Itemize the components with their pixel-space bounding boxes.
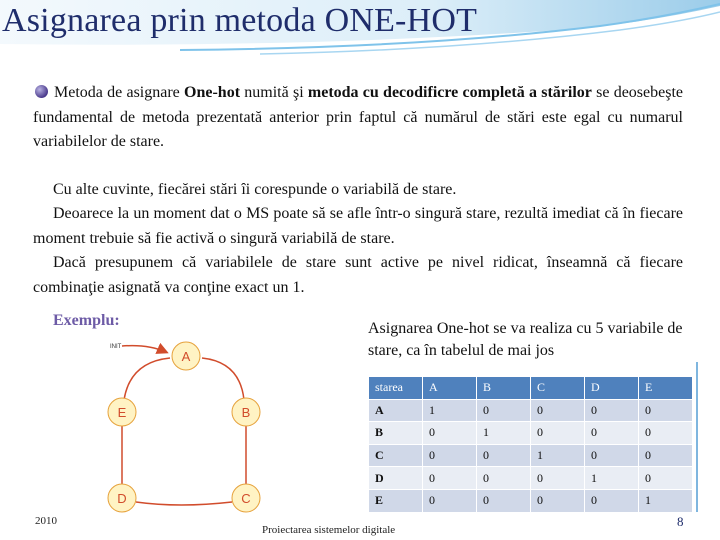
state-node-d-label: D (117, 491, 127, 506)
table-cell: 0 (477, 489, 531, 512)
table-row (369, 422, 693, 445)
table-cell: 1 (639, 489, 693, 512)
page-number: 8 (677, 514, 684, 529)
transition-c-d (136, 502, 232, 505)
table-header-cell: E (639, 377, 693, 400)
table-cell: 0 (639, 444, 693, 467)
paragraph-state-variables (33, 178, 683, 203)
table-header-row (369, 377, 693, 400)
table-header-cell: A (423, 377, 477, 400)
table-header-cell: C (531, 377, 585, 400)
state-node-c-label: C (241, 491, 251, 506)
table-caption: Asignarea One-hot se va realiza cu 5 variabile de stare, ca în tabelul de mai jos (368, 320, 683, 359)
state-node-d (108, 484, 136, 512)
paragraph-single-active (33, 202, 683, 251)
paragraph1-bold2: metoda cu decodificre completă a stărilor (307, 84, 592, 101)
state-node-b-label: B (241, 405, 251, 420)
table-row-state: A (369, 399, 423, 422)
footer-year: 2010 (35, 515, 57, 527)
table-cell: 0 (531, 467, 585, 490)
state-node-e (108, 398, 136, 426)
state-node-a (172, 342, 200, 370)
paragraph1-text3: se deosebeşte fundamental de metoda prezentată anterior prin faptul că numărul de stări este egal cu numarul variabilelor de stare. (33, 84, 684, 150)
paragraph3-text: Deoarece la un moment dat o MS poate să se afle într-o singură stare, rezultă imediat că în fiecare moment trebuie să fie activă o singură variabilă de stare. (33, 205, 683, 247)
table-cell: 0 (585, 444, 639, 467)
table-cell: 0 (477, 467, 531, 490)
paragraph1-bold1: One-hot (184, 84, 241, 101)
table-row-state: E (369, 489, 423, 512)
bullet-icon (35, 85, 48, 98)
table-row (369, 489, 693, 512)
table-cell: 0 (423, 444, 477, 467)
table-cell: 0 (639, 422, 693, 445)
state-node-a-label: A (181, 349, 191, 364)
state-node-b (232, 398, 260, 426)
paragraph1-text1: Metoda de asignare (54, 84, 185, 101)
example-label: Exemplu: (53, 312, 120, 329)
table-header-cell: starea (369, 377, 423, 400)
paragraph1-text2: numită şi (240, 84, 308, 101)
table-cell: 0 (531, 422, 585, 445)
table-row (369, 467, 693, 490)
paragraph-exactly-one (33, 251, 683, 300)
paragraph4-text: Dacă presupunem că variabilele de stare sunt active pe nivel ridicat, înseamnă că fiecare combinaţie asignată va conţine exact un 1. (33, 254, 683, 296)
table-cell: 1 (477, 422, 531, 445)
table-row-state: C (369, 444, 423, 467)
table-cell: 0 (531, 399, 585, 422)
transition-e-a (124, 358, 170, 400)
table-cell: 0 (423, 467, 477, 490)
table-cell: 0 (585, 489, 639, 512)
table-cell: 0 (477, 444, 531, 467)
table-header-cell: D (585, 377, 639, 400)
table-cell: 1 (423, 399, 477, 422)
table-header-cell: B (477, 377, 531, 400)
table-cell: 1 (531, 444, 585, 467)
init-arrow (122, 346, 166, 352)
transition-a-b (202, 358, 244, 400)
footer-course-title: Proiectarea sistemelor digitale (262, 524, 396, 536)
table-row (369, 444, 693, 467)
table-cell: 0 (423, 422, 477, 445)
one-hot-table (368, 376, 693, 513)
table-cell: 0 (477, 399, 531, 422)
paragraph2-text: Cu alte cuvinte, fiecărei stări îi corespunde o variabilă de stare. (53, 181, 457, 198)
table-row (369, 399, 693, 422)
decorative-rule (696, 362, 698, 512)
state-node-e-label: E (117, 405, 127, 420)
state-diagram (100, 336, 280, 526)
table-cell: 0 (639, 467, 693, 490)
table-cell: 0 (531, 489, 585, 512)
state-node-c (232, 484, 260, 512)
table-cell: 1 (585, 467, 639, 490)
table-row-state: D (369, 467, 423, 490)
init-label: INIT (110, 344, 122, 350)
slide-title: Asignarea prin metoda ONE-HOT (2, 2, 478, 39)
table-cell: 0 (585, 422, 639, 445)
table-cell: 0 (423, 489, 477, 512)
table-row-state: B (369, 422, 423, 445)
table-cell: 0 (585, 399, 639, 422)
table-cell: 0 (639, 399, 693, 422)
paragraph-one-hot-definition (33, 81, 683, 155)
